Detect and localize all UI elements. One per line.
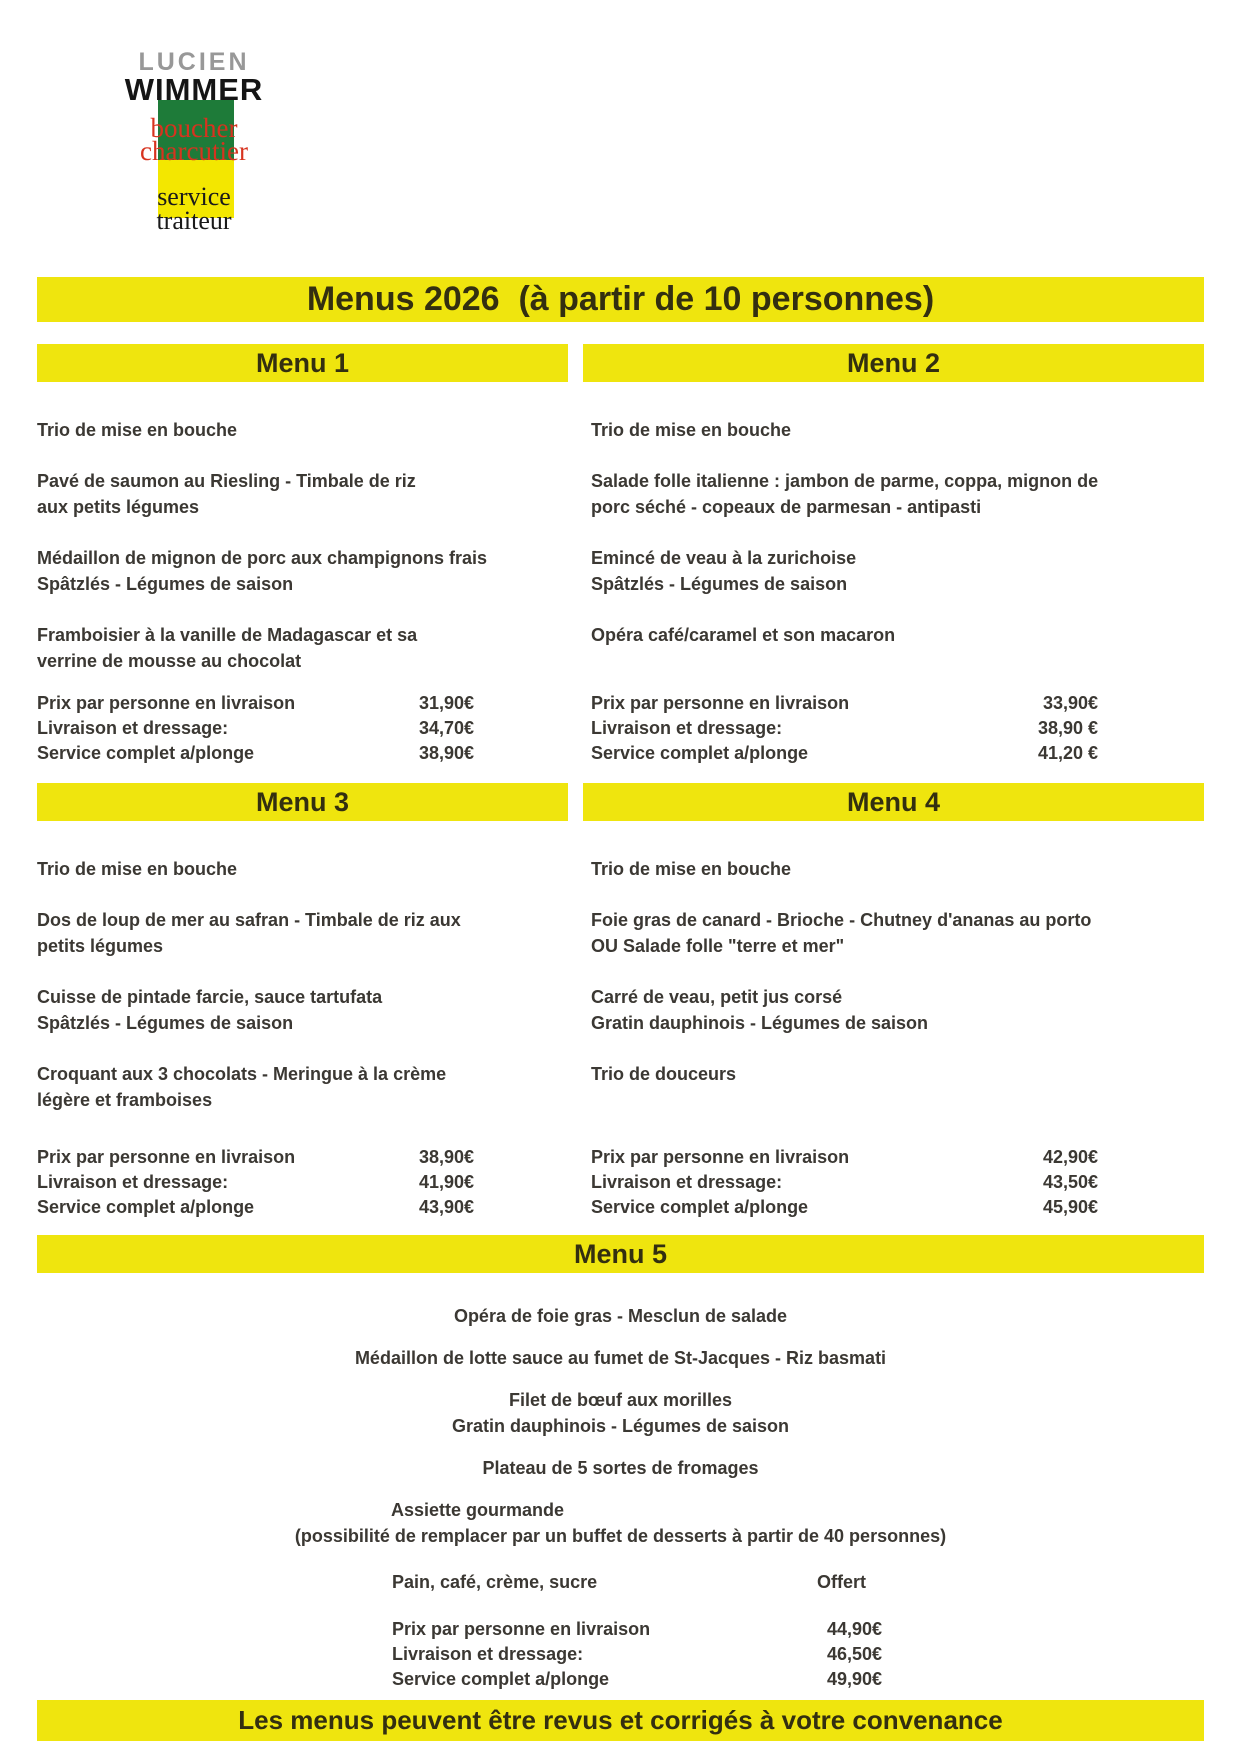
menu-1-fish-course (37, 468, 568, 520)
dish-line: Spâtzlés - Légumes de saison (591, 574, 848, 594)
price-value: 33,90€ (1042, 693, 1098, 713)
logo-name-top: LUCIEN (138, 48, 250, 76)
logo (108, 40, 280, 233)
price-row (591, 1195, 1098, 1220)
dish-line: OU Salade folle "terre et mer" (591, 936, 845, 956)
price-value: 31,90€ (418, 693, 474, 713)
dish-line: Plateau de 5 sortes de fromages (482, 1458, 759, 1478)
dish-line: Trio de mise en bouche (591, 859, 792, 879)
menu-3-prices (37, 1145, 568, 1220)
menu-5-included-row (392, 1570, 882, 1595)
menu-4-main-course (583, 984, 1204, 1036)
dish-line: Framboisier à la vanille de Madagascar et sa (37, 625, 418, 645)
menu-5-starter (37, 1303, 1204, 1329)
menu-3-section (37, 783, 568, 1235)
dish-line: aux petits légumes (37, 497, 200, 517)
price-value: Offert (817, 1572, 866, 1592)
price-row (591, 716, 1098, 741)
dish-line: Opéra café/caramel et son macaron (591, 625, 896, 645)
dish-line: Croquant aux 3 chocolats - Meringue à la crème (37, 1064, 447, 1084)
price-row (37, 1145, 474, 1170)
price-value: 42,90€ (1042, 1147, 1098, 1167)
price-label: Prix par personne en livraison (37, 1147, 296, 1167)
price-row (392, 1667, 882, 1692)
price-label: Service complet a/plonge (591, 743, 809, 763)
menu-4-starter (583, 856, 1204, 882)
price-row (37, 741, 474, 766)
menu-2-header: Menu 2 (583, 344, 1204, 382)
menu-4-prices (583, 1145, 1204, 1220)
price-label: Prix par personne en livraison (37, 693, 296, 713)
dish-line: Carré de veau, petit jus corsé (591, 987, 843, 1007)
menu-4-foie-gras-course (583, 907, 1204, 959)
menu-5-cheese-course (37, 1455, 1204, 1481)
menu-5-main-course (37, 1387, 1204, 1439)
dish-line: (possibilité de remplacer par un buffet de desserts à partir de 40 personnes) (294, 1526, 947, 1546)
price-value: 41,90€ (418, 1172, 474, 1192)
menu-2-prices (583, 691, 1204, 766)
menu-4-section (583, 783, 1204, 1235)
menu-5-header: Menu 5 (37, 1235, 1204, 1273)
menu-1-dessert (37, 622, 568, 674)
dish-line: Trio de douceurs (591, 1064, 737, 1084)
price-value: 34,70€ (418, 718, 474, 738)
logo-service-line2: traiteur (156, 206, 232, 235)
price-value: 46,50€ (826, 1644, 882, 1664)
price-value: 45,90€ (1042, 1197, 1098, 1217)
price-row (37, 691, 474, 716)
price-label: Livraison et dressage: (37, 718, 229, 738)
price-value: 41,20 € (1037, 743, 1098, 763)
menu-1-main-course (37, 545, 568, 597)
menu-1-header: Menu 1 (37, 344, 568, 382)
price-label: Service complet a/plonge (591, 1197, 809, 1217)
dish-line: Dos de loup de mer au safran - Timbale de riz aux (37, 910, 461, 930)
price-row (591, 1145, 1098, 1170)
price-label: Prix par personne en livraison (392, 1619, 651, 1639)
menu-4-header: Menu 4 (583, 783, 1204, 821)
menu-3-dessert (37, 1061, 568, 1113)
dish-line: Médaillon de mignon de porc aux champignons frais (37, 548, 488, 568)
dish-line: Salade folle italienne : jambon de parme, coppa, mignon de (591, 471, 1099, 491)
logo-profession-line2: charcutier (140, 136, 248, 166)
dish-line: Médaillon de lotte sauce au fumet de St-Jacques - Riz basmati (354, 1348, 887, 1368)
dish-line: Assiette gourmande (390, 1500, 565, 1520)
dish-line: verrine de mousse au chocolat (37, 651, 302, 671)
price-row (392, 1642, 882, 1667)
price-value: 43,50€ (1042, 1172, 1098, 1192)
price-row (392, 1617, 882, 1642)
dish-line: Spâtzlés - Légumes de saison (37, 574, 294, 594)
dish-line: Gratin dauphinois - Légumes de saison (591, 1013, 929, 1033)
price-value: 38,90€ (418, 1147, 474, 1167)
dish-line: Spâtzlés - Légumes de saison (37, 1013, 294, 1033)
menus-grid (37, 344, 1204, 1235)
logo-profession-line1: boucher (150, 113, 238, 143)
dish-line: Filet de bœuf aux morilles (508, 1390, 733, 1410)
menu-3-fish-course (37, 907, 568, 959)
price-row (37, 1195, 474, 1220)
menu-3-main-course (37, 984, 568, 1036)
dish-line: Cuisse de pintade farcie, sauce tartufata (37, 987, 383, 1007)
menu-2-dessert (583, 622, 1204, 648)
menu-1-starter (37, 417, 568, 443)
dish-line: porc séché - copeaux de parmesan - antipasti (591, 497, 982, 517)
dish-line: Trio de mise en bouche (37, 420, 238, 440)
price-row (37, 716, 474, 741)
menu-2-main-course (583, 545, 1204, 597)
price-label: Livraison et dressage: (591, 1172, 783, 1192)
page-title: Menus 2026 (à partir de 10 personnes) (37, 277, 1204, 322)
price-label: Prix par personne en livraison (591, 1147, 850, 1167)
dish-line: Trio de mise en bouche (37, 859, 238, 879)
menu-1-prices (37, 691, 568, 766)
menu-5-fish-course (37, 1345, 1204, 1371)
price-label: Livraison et dressage: (591, 718, 783, 738)
price-label: Service complet a/plonge (392, 1669, 610, 1689)
logo-service-line1: service (157, 182, 231, 211)
price-value: 38,90 € (1037, 718, 1098, 738)
logo-name-bottom: WIMMER (124, 72, 264, 107)
menu-2-starter (583, 417, 1204, 443)
price-label: Service complet a/plonge (37, 743, 255, 763)
dish-line: Pavé de saumon au Riesling - Timbale de riz (37, 471, 416, 491)
dish-line: Trio de mise en bouche (591, 420, 792, 440)
price-label: Livraison et dressage: (37, 1172, 229, 1192)
price-row (37, 1170, 474, 1195)
footer-note: Les menus peuvent être revus et corrigés à votre convenance (37, 1700, 1204, 1741)
menu-2-salad-course (583, 468, 1204, 520)
price-row (591, 1170, 1098, 1195)
menu-4-dessert (583, 1061, 1204, 1087)
price-value: 44,90€ (826, 1619, 882, 1639)
price-value: 49,90€ (826, 1669, 882, 1689)
dish-line: légère et framboises (37, 1090, 213, 1110)
dish-line: Emincé de veau à la zurichoise (591, 548, 857, 568)
menu-5-dessert (37, 1497, 1204, 1549)
menu-2-section (583, 344, 1204, 783)
dish-line: Foie gras de canard - Brioche - Chutney d'ananas au porto (591, 910, 1092, 930)
price-label: Livraison et dressage: (392, 1644, 584, 1664)
price-value: 43,90€ (418, 1197, 474, 1217)
price-label: Pain, café, crème, sucre (392, 1572, 598, 1592)
dish-line: Gratin dauphinois - Légumes de saison (451, 1416, 790, 1436)
price-row (591, 691, 1098, 716)
price-value: 38,90€ (418, 743, 474, 763)
menu-3-starter (37, 856, 568, 882)
menu-1-section (37, 344, 568, 783)
menu-5-prices (392, 1617, 882, 1692)
dish-line: Opéra de foie gras - Mesclun de salade (453, 1306, 788, 1326)
menu-5-section (37, 1235, 1204, 1692)
price-label: Service complet a/plonge (37, 1197, 255, 1217)
price-label: Prix par personne en livraison (591, 693, 850, 713)
menu-3-header: Menu 3 (37, 783, 568, 821)
price-row (591, 741, 1098, 766)
dish-line: petits légumes (37, 936, 164, 956)
